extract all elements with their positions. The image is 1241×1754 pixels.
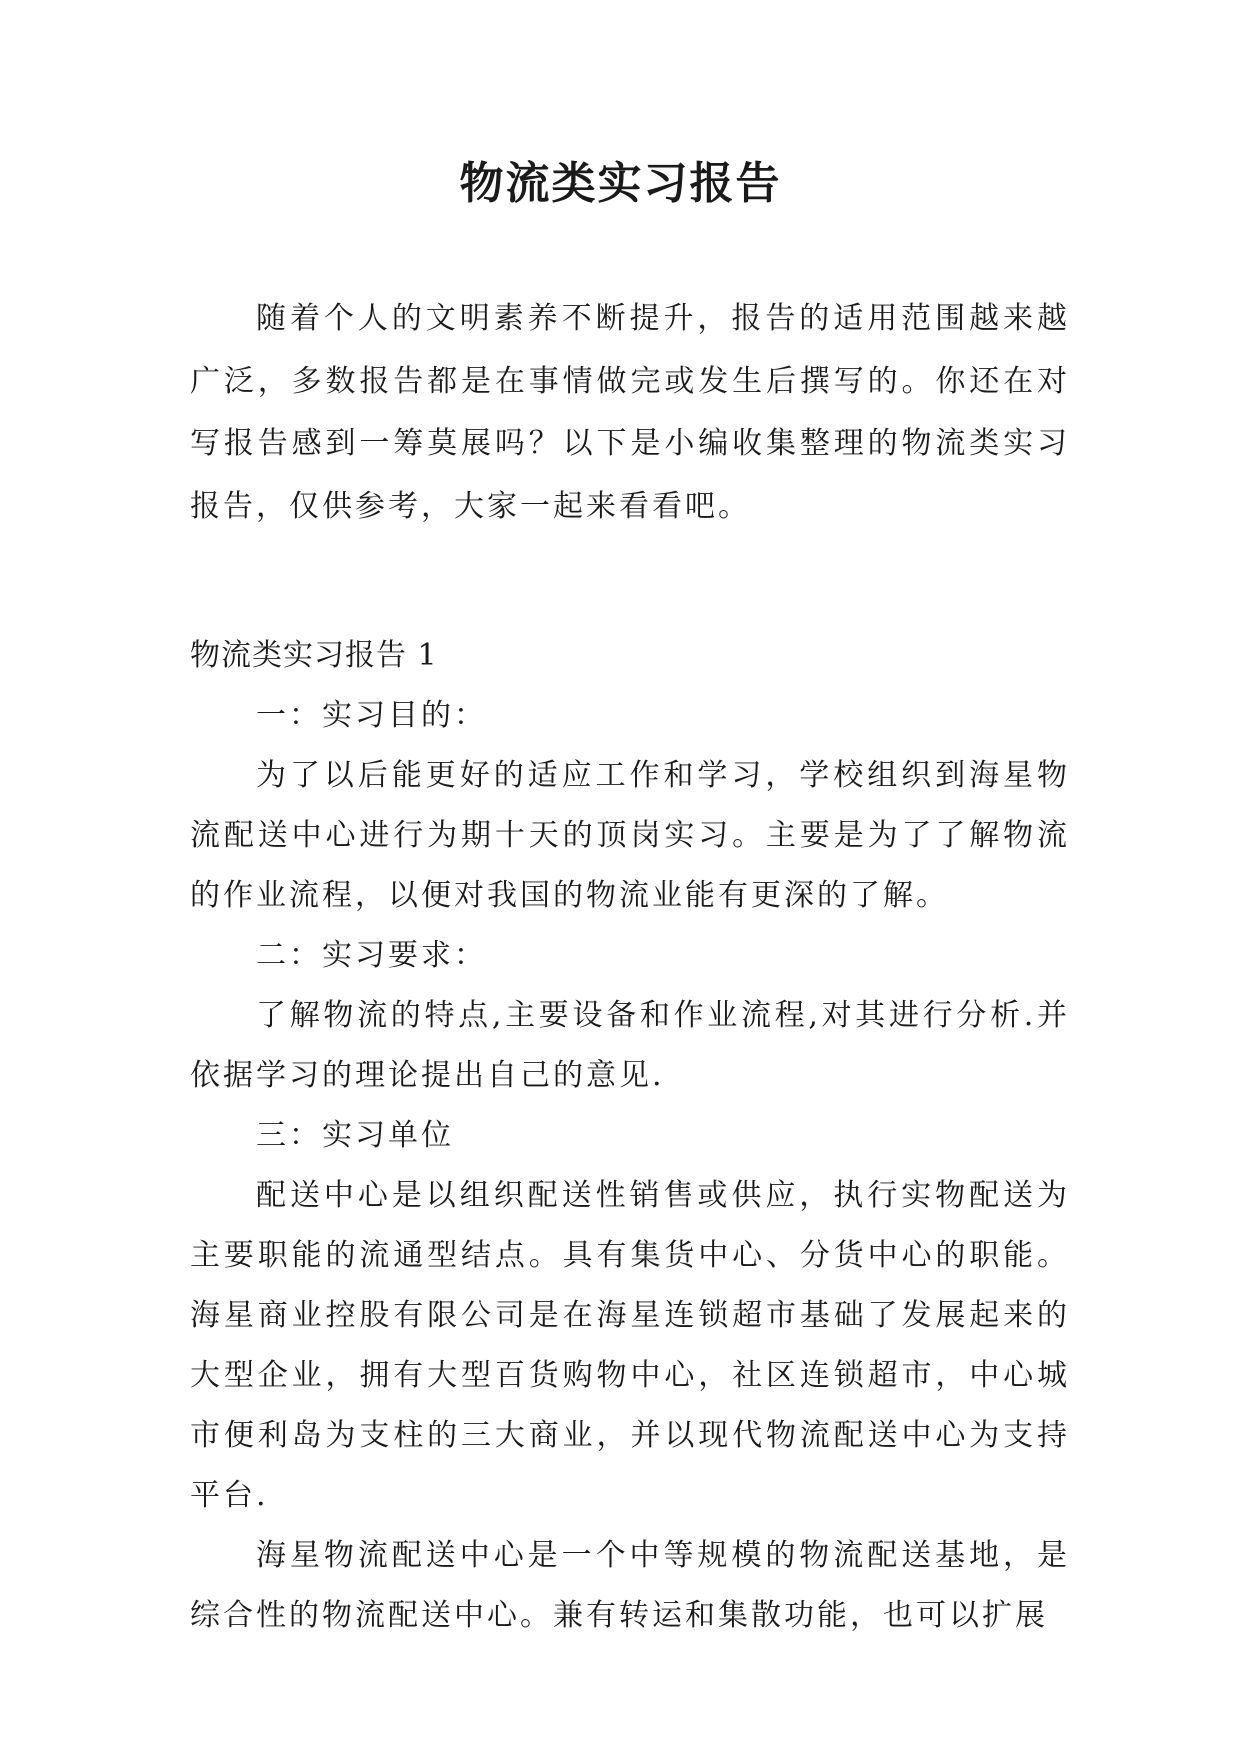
paragraph-unit-2: 海星物流配送中心是一个中等规模的物流配送基地，是综合性的物流配送中心。兼有转运和集散功能，也可以扩展 [190, 1538, 1070, 1633]
paragraph-unit-1: 配送中心是以组织配送性销售或供应，执行实物配送为主要职能的流通型结点。具有集货中心、分货中心的职能。海星商业控股有限公司是在海星连锁超市基础了发展起来的大型企业，拥有大型百货购物中心，社区连锁超市，中心城市便利岛为支柱的三大商业，并以现代物流配送中心为支持平台. [190, 1178, 1070, 1513]
paragraph-purpose: 为了以后能更好的适应工作和学习，学校组织到海星物流配送中心进行为期十天的顶岗实习。主要是为了了解物流的作业流程，以便对我国的物流业能有更深的了解。 [190, 758, 1070, 913]
document-body [190, 288, 1070, 1646]
heading-requirements: 二：实习要求： [256, 938, 487, 973]
document-title: 物流类实习报告 [459, 158, 782, 209]
intro-paragraph: 随着个人的文明素养不断提升，报告的适用范围越来越广泛，多数报告都是在事情做完或发生后撰写的。你还在对写报告感到一筹莫展吗？以下是小编收集整理的物流类实习报告，仅供参考，大家一起来看看吧。 [190, 301, 1070, 524]
paragraph-requirements: 了解物流的特点,主要设备和作业流程,对其进行分析.并依据学习的理论提出自己的意见. [190, 998, 1070, 1093]
heading-purpose: 一：实习目的： [256, 698, 487, 733]
section-heading: 物流类实习报告 1 [190, 638, 438, 673]
heading-unit: 三：实习单位 [256, 1118, 454, 1153]
